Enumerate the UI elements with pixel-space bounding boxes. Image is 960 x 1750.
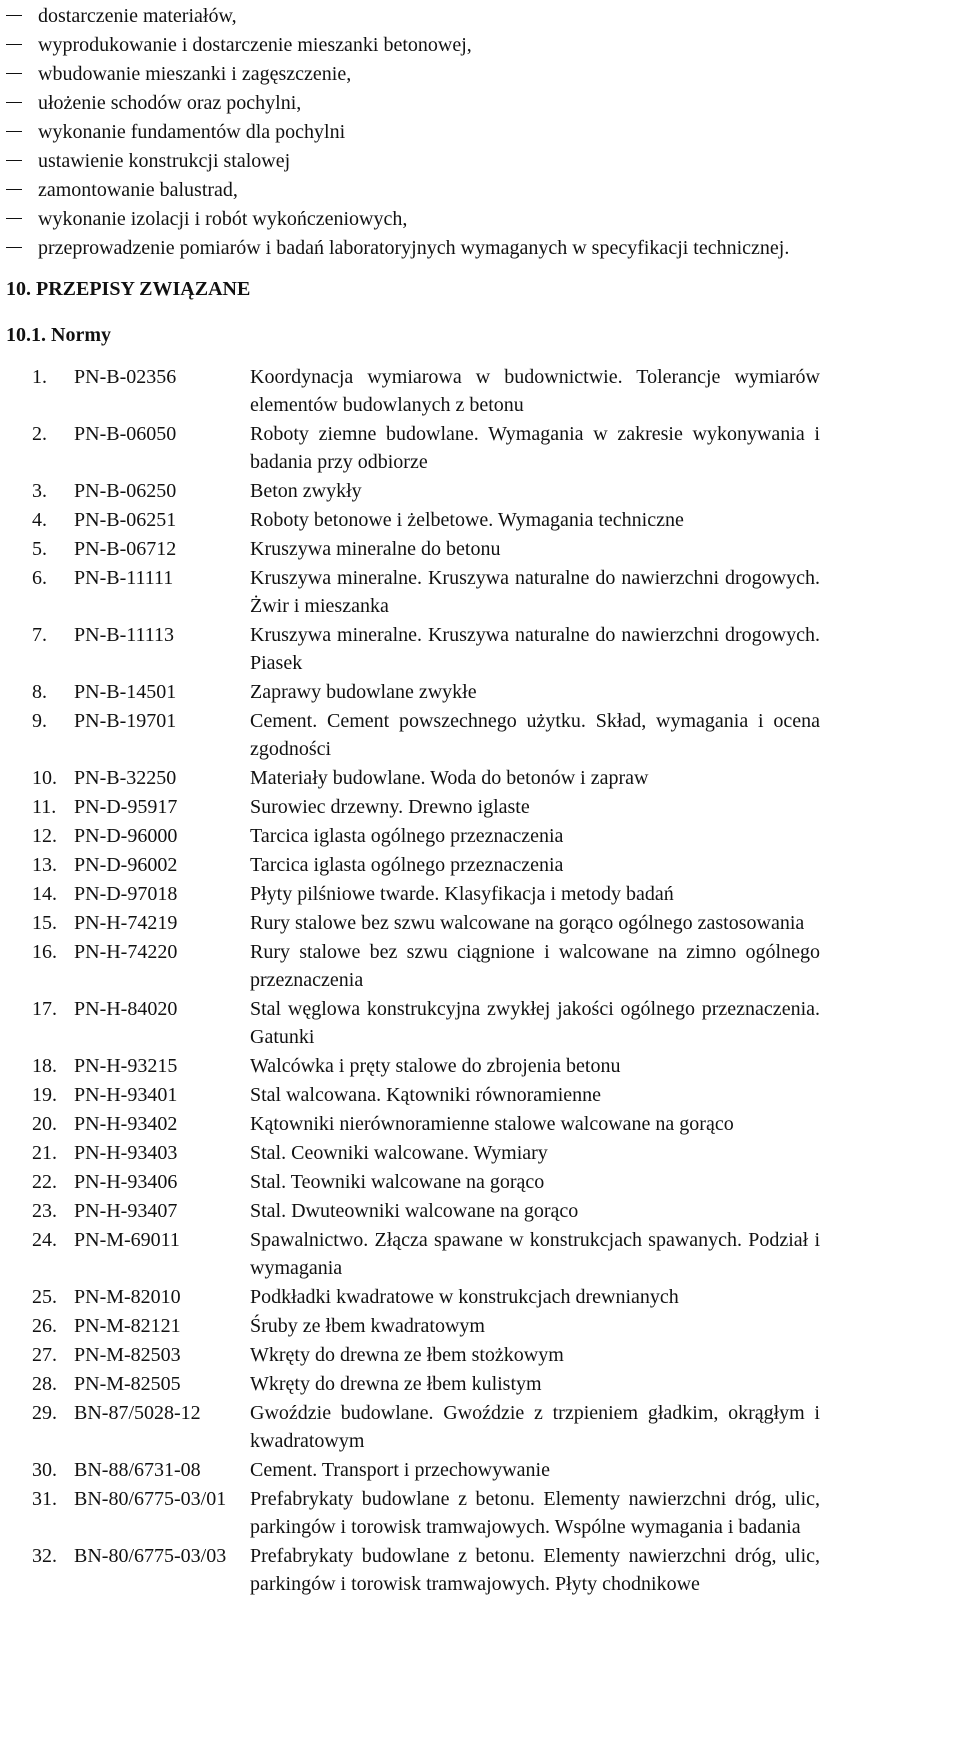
norm-row bbox=[6, 564, 960, 620]
norm-row bbox=[6, 1456, 960, 1484]
norm-code: PN-H-93215 bbox=[74, 1055, 178, 1077]
norm-code: PN-D-96002 bbox=[74, 854, 178, 876]
norm-row bbox=[6, 1341, 960, 1369]
norm-number: 9. bbox=[32, 710, 47, 732]
norm-number: 23. bbox=[32, 1200, 57, 1222]
norm-description: Wkręty do drewna ze łbem stożkowym bbox=[250, 1344, 564, 1366]
norm-code: PN-M-82505 bbox=[74, 1373, 181, 1395]
list-item: przeprowadzenie pomiarów i badań laboratoryjnych wymaganych w specyfikacji technicznej. bbox=[6, 234, 960, 263]
norm-code: PN-H-84020 bbox=[74, 998, 178, 1020]
norm-code: PN-B-11113 bbox=[74, 624, 174, 646]
norm-description: Stal. Dwuteowniki walcowane na gorąco bbox=[250, 1200, 579, 1222]
norm-description: Stal walcowana. Kątowniki równoramienne bbox=[250, 1084, 602, 1106]
norm-number: 15. bbox=[32, 912, 57, 934]
norm-row bbox=[6, 1485, 960, 1541]
task-list bbox=[6, 0, 960, 263]
norm-row bbox=[6, 363, 960, 419]
dash-bullet-icon bbox=[6, 147, 38, 175]
norm-description: Zaprawy budowlane zwykłe bbox=[250, 681, 477, 703]
list-item: zamontowanie balustrad, bbox=[6, 176, 960, 205]
norm-description: Płyty pilśniowe twarde. Klasyfikacja i metody badań bbox=[250, 883, 674, 905]
norm-number: 2. bbox=[32, 423, 47, 445]
norm-description: Wkręty do drewna ze łbem kulistym bbox=[250, 1373, 542, 1395]
norm-code: PN-H-93402 bbox=[74, 1113, 178, 1135]
norm-number: 26. bbox=[32, 1315, 57, 1337]
dash-bullet-icon bbox=[6, 205, 38, 233]
norm-code: PN-H-74219 bbox=[74, 912, 178, 934]
norm-code: PN-D-97018 bbox=[74, 883, 178, 905]
norm-description: Prefabrykaty budowlane z betonu. Elementy nawierzchni dróg, ulic, parkingów i torowisk tramwajowych. Wspólne wymagania i badania bbox=[250, 1488, 820, 1538]
norm-row bbox=[6, 1283, 960, 1311]
list-item: dostarczenie materiałów, bbox=[6, 2, 960, 31]
norm-description: Materiały budowlane. Woda do betonów i zapraw bbox=[250, 767, 649, 789]
norm-number: 22. bbox=[32, 1171, 57, 1193]
norm-row bbox=[6, 1312, 960, 1340]
norm-number: 14. bbox=[32, 883, 57, 905]
norm-description: Stal. Teowniki walcowane na gorąco bbox=[250, 1171, 545, 1193]
norm-description: Roboty betonowe i żelbetowe. Wymagania techniczne bbox=[250, 509, 684, 531]
norm-description: Tarcica iglasta ogólnego przeznaczenia bbox=[250, 854, 564, 876]
norm-code: BN-88/6731-08 bbox=[74, 1459, 201, 1481]
norm-code: PN-D-96000 bbox=[74, 825, 178, 847]
norm-row bbox=[6, 535, 960, 563]
norm-number: 25. bbox=[32, 1286, 57, 1308]
subsection-title: 10.1. Normy bbox=[6, 324, 111, 346]
norm-row bbox=[6, 1399, 960, 1455]
norm-number: 17. bbox=[32, 998, 57, 1020]
norm-description: Kruszywa mineralne. Kruszywa naturalne do nawierzchni drogowych. Żwir i mieszanka bbox=[250, 567, 820, 617]
norm-description: Tarcica iglasta ogólnego przeznaczenia bbox=[250, 825, 564, 847]
norm-code: PN-M-82010 bbox=[74, 1286, 181, 1308]
norm-code: PN-B-14501 bbox=[74, 681, 177, 703]
norm-description: Podkładki kwadratowe w konstrukcjach drewnianych bbox=[250, 1286, 679, 1308]
norm-description: Śruby ze łbem kwadratowym bbox=[250, 1315, 485, 1337]
norm-code: PN-H-93403 bbox=[74, 1142, 178, 1164]
norm-row bbox=[6, 1370, 960, 1398]
list-item: wykonanie izolacji i robót wykończeniowych, bbox=[6, 205, 960, 234]
norm-description: Kątowniki nierównoramienne stalowe walcowane na gorąco bbox=[250, 1113, 734, 1135]
norm-number: 4. bbox=[32, 509, 47, 531]
norm-description: Stal. Ceowniki walcowane. Wymiary bbox=[250, 1142, 548, 1164]
norm-description: Rury stalowe bez szwu ciągnione i walcowane na zimno ogólnego przeznaczenia bbox=[250, 941, 820, 991]
dash-bullet-icon bbox=[6, 234, 38, 262]
norm-number: 12. bbox=[32, 825, 57, 847]
dash-bullet-icon bbox=[6, 31, 38, 59]
norm-number: 30. bbox=[32, 1459, 57, 1481]
norm-number: 11. bbox=[32, 796, 57, 818]
norm-description: Prefabrykaty budowlane z betonu. Elementy nawierzchni dróg, ulic, parkingów i torowisk tramwajowych. Płyty chodnikowe bbox=[250, 1545, 820, 1595]
norm-number: 28. bbox=[32, 1373, 57, 1395]
norm-description: Roboty ziemne budowlane. Wymagania w zakresie wykonywania i badania przy odbiorze bbox=[250, 423, 820, 473]
norm-number: 13. bbox=[32, 854, 57, 876]
norm-row bbox=[6, 1168, 960, 1196]
list-item: ustawienie konstrukcji stalowej bbox=[6, 147, 960, 176]
norm-row bbox=[6, 938, 960, 994]
norm-code: PN-B-02356 bbox=[74, 366, 177, 388]
norm-code: PN-B-06250 bbox=[74, 480, 177, 502]
norm-row bbox=[6, 793, 960, 821]
norm-number: 29. bbox=[32, 1402, 57, 1424]
norm-code: PN-B-06251 bbox=[74, 509, 177, 531]
norm-row bbox=[6, 1081, 960, 1109]
norm-number: 20. bbox=[32, 1113, 57, 1135]
norm-code: PN-H-93407 bbox=[74, 1200, 178, 1222]
norm-code: PN-H-93406 bbox=[74, 1171, 178, 1193]
norm-row bbox=[6, 995, 960, 1051]
norm-code: BN-87/5028-12 bbox=[74, 1402, 201, 1424]
dash-bullet-icon bbox=[6, 118, 38, 146]
norm-row bbox=[6, 678, 960, 706]
norm-description: Surowiec drzewny. Drewno iglaste bbox=[250, 796, 530, 818]
dash-bullet-icon bbox=[6, 89, 38, 117]
norm-row bbox=[6, 420, 960, 476]
norm-code: PN-B-32250 bbox=[74, 767, 177, 789]
norm-number: 1. bbox=[32, 366, 47, 388]
norm-row bbox=[6, 1197, 960, 1225]
list-item: wyprodukowanie i dostarczenie mieszanki betonowej, bbox=[6, 31, 960, 60]
norm-number: 32. bbox=[32, 1545, 57, 1567]
norm-description: Beton zwykły bbox=[250, 480, 362, 502]
list-item: ułożenie schodów oraz pochylni, bbox=[6, 89, 960, 118]
list-item: wykonanie fundamentów dla pochylni bbox=[6, 118, 960, 147]
norm-code: PN-M-69011 bbox=[74, 1229, 180, 1251]
norm-number: 31. bbox=[32, 1488, 57, 1510]
norm-description: Koordynacja wymiarowa w budownictwie. Tolerancje wymiarów elementów budowlanych z betonu bbox=[250, 366, 820, 416]
norm-code: PN-D-95917 bbox=[74, 796, 178, 818]
norm-number: 10. bbox=[32, 767, 57, 789]
norm-code: PN-H-93401 bbox=[74, 1084, 178, 1106]
norms-list bbox=[6, 363, 960, 1598]
norm-number: 27. bbox=[32, 1344, 57, 1366]
norm-row bbox=[6, 621, 960, 677]
norm-description: Walcówka i pręty stalowe do zbrojenia betonu bbox=[250, 1055, 621, 1077]
norm-description: Spawalnictwo. Złącza spawane w konstrukcjach spawanych. Podział i wymagania bbox=[250, 1229, 820, 1279]
norm-row bbox=[6, 1110, 960, 1138]
norm-description: Cement. Transport i przechowywanie bbox=[250, 1459, 550, 1481]
norm-description: Stal węglowa konstrukcyjna zwykłej jakości ogólnego przeznaczenia. Gatunki bbox=[250, 998, 820, 1048]
norm-code: PN-M-82503 bbox=[74, 1344, 181, 1366]
norm-row bbox=[6, 506, 960, 534]
norm-description: Gwoździe budowlane. Gwoździe z trzpieniem gładkim, okrągłym i kwadratowym bbox=[250, 1402, 820, 1452]
norm-row bbox=[6, 909, 960, 937]
norm-row bbox=[6, 851, 960, 879]
norm-code: PN-B-19701 bbox=[74, 710, 177, 732]
norm-code: PN-B-06050 bbox=[74, 423, 177, 445]
list-item: wbudowanie mieszanki i zagęszczenie, bbox=[6, 60, 960, 89]
dash-bullet-icon bbox=[6, 60, 38, 88]
norm-number: 3. bbox=[32, 480, 47, 502]
norm-description: Rury stalowe bez szwu walcowane na gorąco ogólnego zastosowania bbox=[250, 912, 805, 934]
norm-row bbox=[6, 477, 960, 505]
norm-description: Kruszywa mineralne. Kruszywa naturalne do nawierzchni drogowych. Piasek bbox=[250, 624, 820, 674]
dash-bullet-icon bbox=[6, 2, 38, 30]
norm-row bbox=[6, 764, 960, 792]
norm-row bbox=[6, 822, 960, 850]
norm-code: PN-B-06712 bbox=[74, 538, 177, 560]
norm-number: 21. bbox=[32, 1142, 57, 1164]
norm-number: 5. bbox=[32, 538, 47, 560]
norm-code: PN-B-11111 bbox=[74, 567, 174, 589]
norm-row bbox=[6, 1542, 960, 1598]
norm-description: Cement. Cement powszechnego użytku. Skład, wymagania i ocena zgodności bbox=[250, 710, 820, 760]
norm-description: Kruszywa mineralne do betonu bbox=[250, 538, 501, 560]
norm-row bbox=[6, 707, 960, 763]
norm-row bbox=[6, 1226, 960, 1282]
norm-code: BN-80/6775-03/03 bbox=[74, 1545, 227, 1567]
norm-row bbox=[6, 1052, 960, 1080]
dash-bullet-icon bbox=[6, 176, 38, 204]
norm-number: 24. bbox=[32, 1229, 57, 1251]
norm-code: BN-80/6775-03/01 bbox=[74, 1488, 227, 1510]
norm-number: 16. bbox=[32, 941, 57, 963]
norm-number: 8. bbox=[32, 681, 47, 703]
norm-number: 7. bbox=[32, 624, 47, 646]
norm-row bbox=[6, 880, 960, 908]
norm-code: PN-H-74220 bbox=[74, 941, 178, 963]
norm-number: 19. bbox=[32, 1084, 57, 1106]
norm-code: PN-M-82121 bbox=[74, 1315, 181, 1337]
norm-row bbox=[6, 1139, 960, 1167]
section-title: 10. PRZEPISY ZWIĄZANE bbox=[6, 278, 251, 300]
norm-number: 18. bbox=[32, 1055, 57, 1077]
norm-number: 6. bbox=[32, 567, 47, 589]
